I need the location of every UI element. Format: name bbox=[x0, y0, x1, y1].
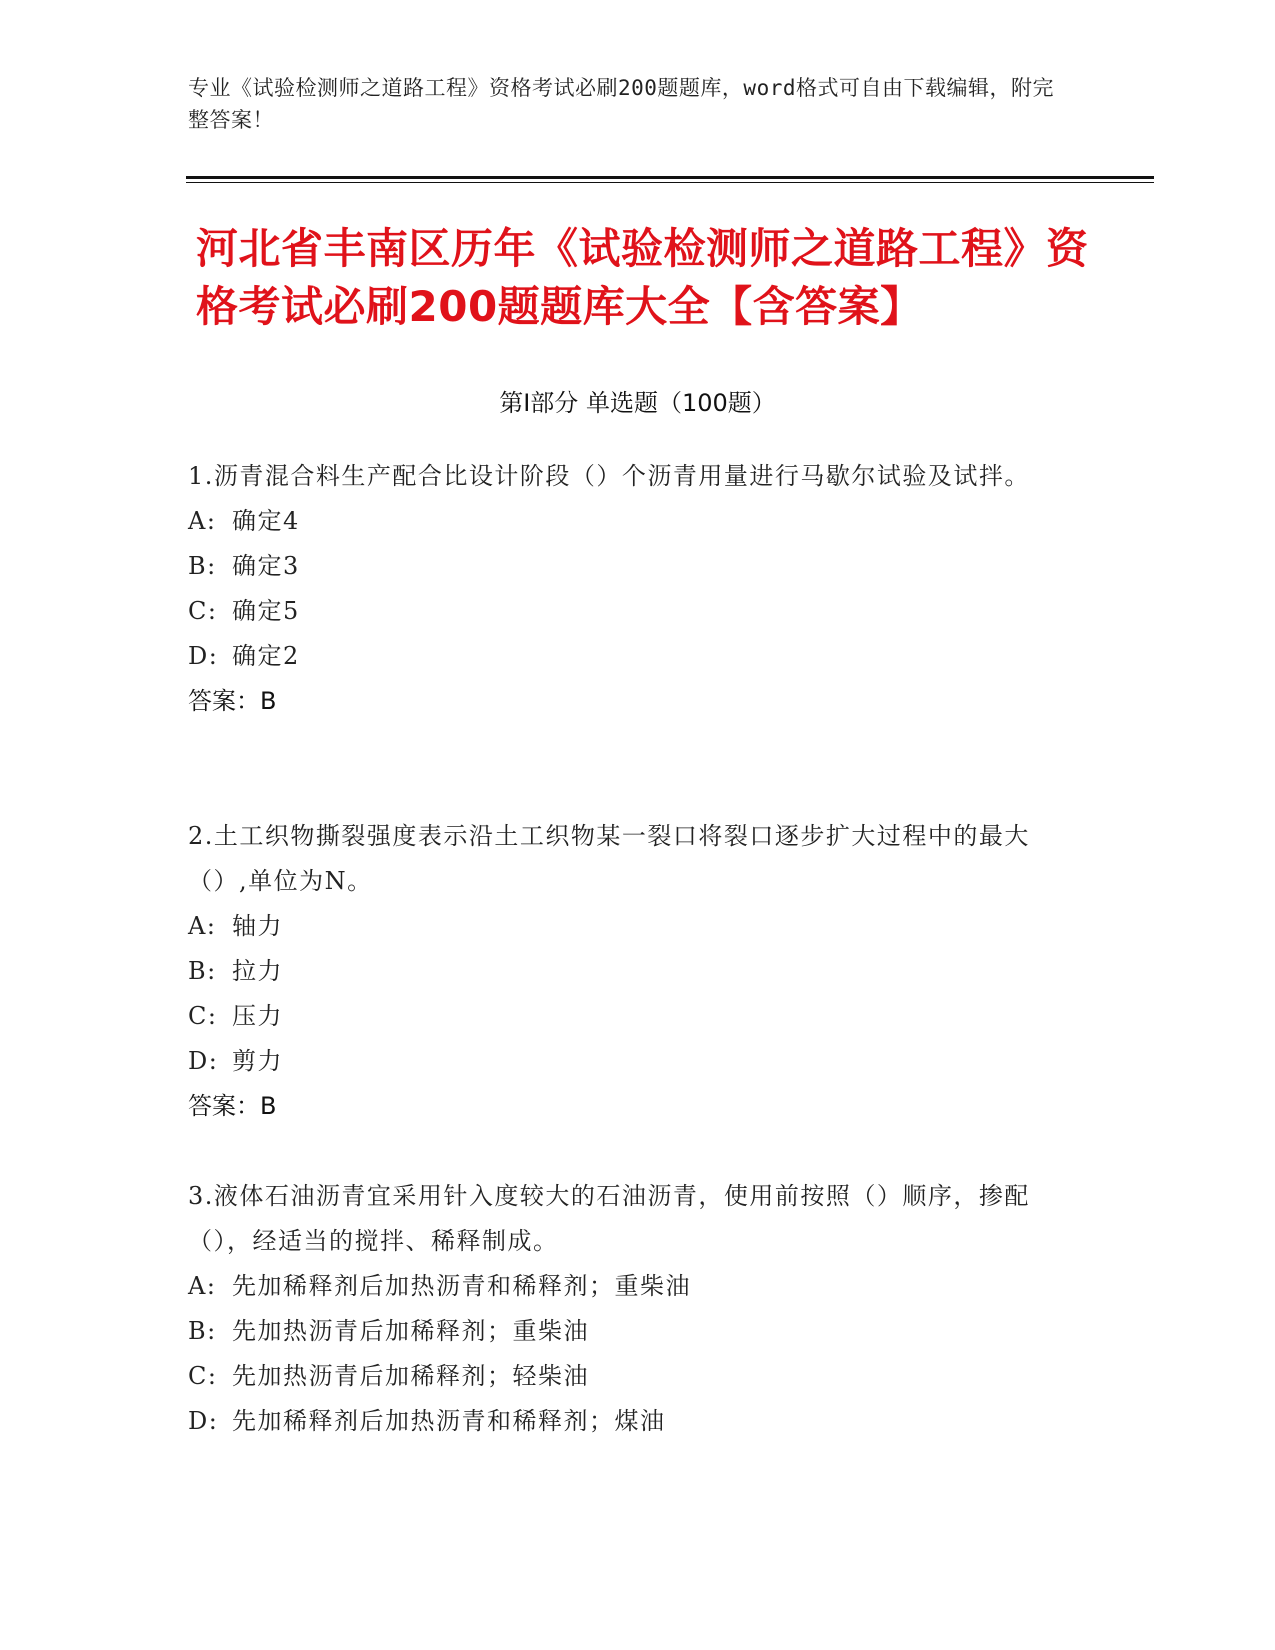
option-text: 确定5 bbox=[232, 597, 300, 625]
option-c bbox=[188, 994, 1068, 1039]
option-text: 确定3 bbox=[232, 552, 300, 580]
option-letter: B: bbox=[188, 957, 217, 985]
option-text: 拉力 bbox=[232, 957, 283, 985]
option-c bbox=[188, 1354, 1068, 1399]
header-divider-thin bbox=[186, 182, 1154, 183]
question-stem: 2.土工织物撕裂强度表示沿土工织物某一裂口将裂口逐步扩大过程中的最大（）,单位为N。 bbox=[188, 822, 1030, 895]
option-letter: B: bbox=[188, 552, 217, 580]
answer: 答案：B bbox=[188, 687, 277, 715]
option-c bbox=[188, 589, 1068, 634]
option-letter: A: bbox=[188, 507, 217, 535]
option-letter: A: bbox=[188, 1272, 217, 1300]
option-text: 剪力 bbox=[232, 1047, 283, 1075]
option-d bbox=[188, 1399, 1068, 1444]
question-1 bbox=[188, 454, 1068, 724]
option-d bbox=[188, 1039, 1068, 1084]
option-letter: C: bbox=[188, 1362, 218, 1390]
option-text: 先加热沥青后加稀释剂；轻柴油 bbox=[232, 1362, 589, 1390]
section-title: 第Ⅰ部分 单选题（100题） bbox=[499, 389, 776, 417]
document-title: 河北省丰南区历年《试验检测师之道路工程》资格考试必刷200题题库大全【含答案】 bbox=[196, 224, 1089, 331]
option-text: 压力 bbox=[232, 1002, 283, 1030]
option-text: 确定4 bbox=[232, 507, 300, 535]
question-2 bbox=[188, 814, 1068, 1129]
option-text: 先加稀释剂后加热沥青和稀释剂；煤油 bbox=[232, 1407, 666, 1435]
header-divider-thick bbox=[186, 176, 1154, 179]
answer: 答案：B bbox=[188, 1092, 277, 1120]
option-letter: D: bbox=[188, 642, 219, 670]
option-letter: D: bbox=[188, 1407, 219, 1435]
option-text: 确定2 bbox=[232, 642, 300, 670]
option-text: 先加热沥青后加稀释剂；重柴油 bbox=[232, 1317, 589, 1345]
option-letter: B: bbox=[188, 1317, 217, 1345]
option-a bbox=[188, 904, 1068, 949]
option-letter: A: bbox=[188, 912, 217, 940]
question-stem: 1.沥青混合料生产配合比设计阶段（）个沥青用量进行马歇尔试验及试拌。 bbox=[188, 462, 1030, 490]
option-b bbox=[188, 949, 1068, 994]
option-text: 轴力 bbox=[232, 912, 283, 940]
option-letter: D: bbox=[188, 1047, 219, 1075]
option-b bbox=[188, 1309, 1068, 1354]
option-letter: C: bbox=[188, 1002, 218, 1030]
option-a bbox=[188, 499, 1068, 544]
option-letter: C: bbox=[188, 597, 218, 625]
question-3 bbox=[188, 1174, 1068, 1444]
option-text: 先加稀释剂后加热沥青和稀释剂；重柴油 bbox=[232, 1272, 691, 1300]
question-stem: 3.液体石油沥青宜采用针入度较大的石油沥青，使用前按照（）顺序，掺配（），经适当的搅拌、稀释制成。 bbox=[188, 1182, 1030, 1255]
option-a bbox=[188, 1264, 1068, 1309]
option-d bbox=[188, 634, 1068, 679]
header-note: 专业《试验检测师之道路工程》资格考试必刷200题题库，word格式可自由下载编辑，附完整答案！ bbox=[188, 76, 1054, 132]
option-b bbox=[188, 544, 1068, 589]
